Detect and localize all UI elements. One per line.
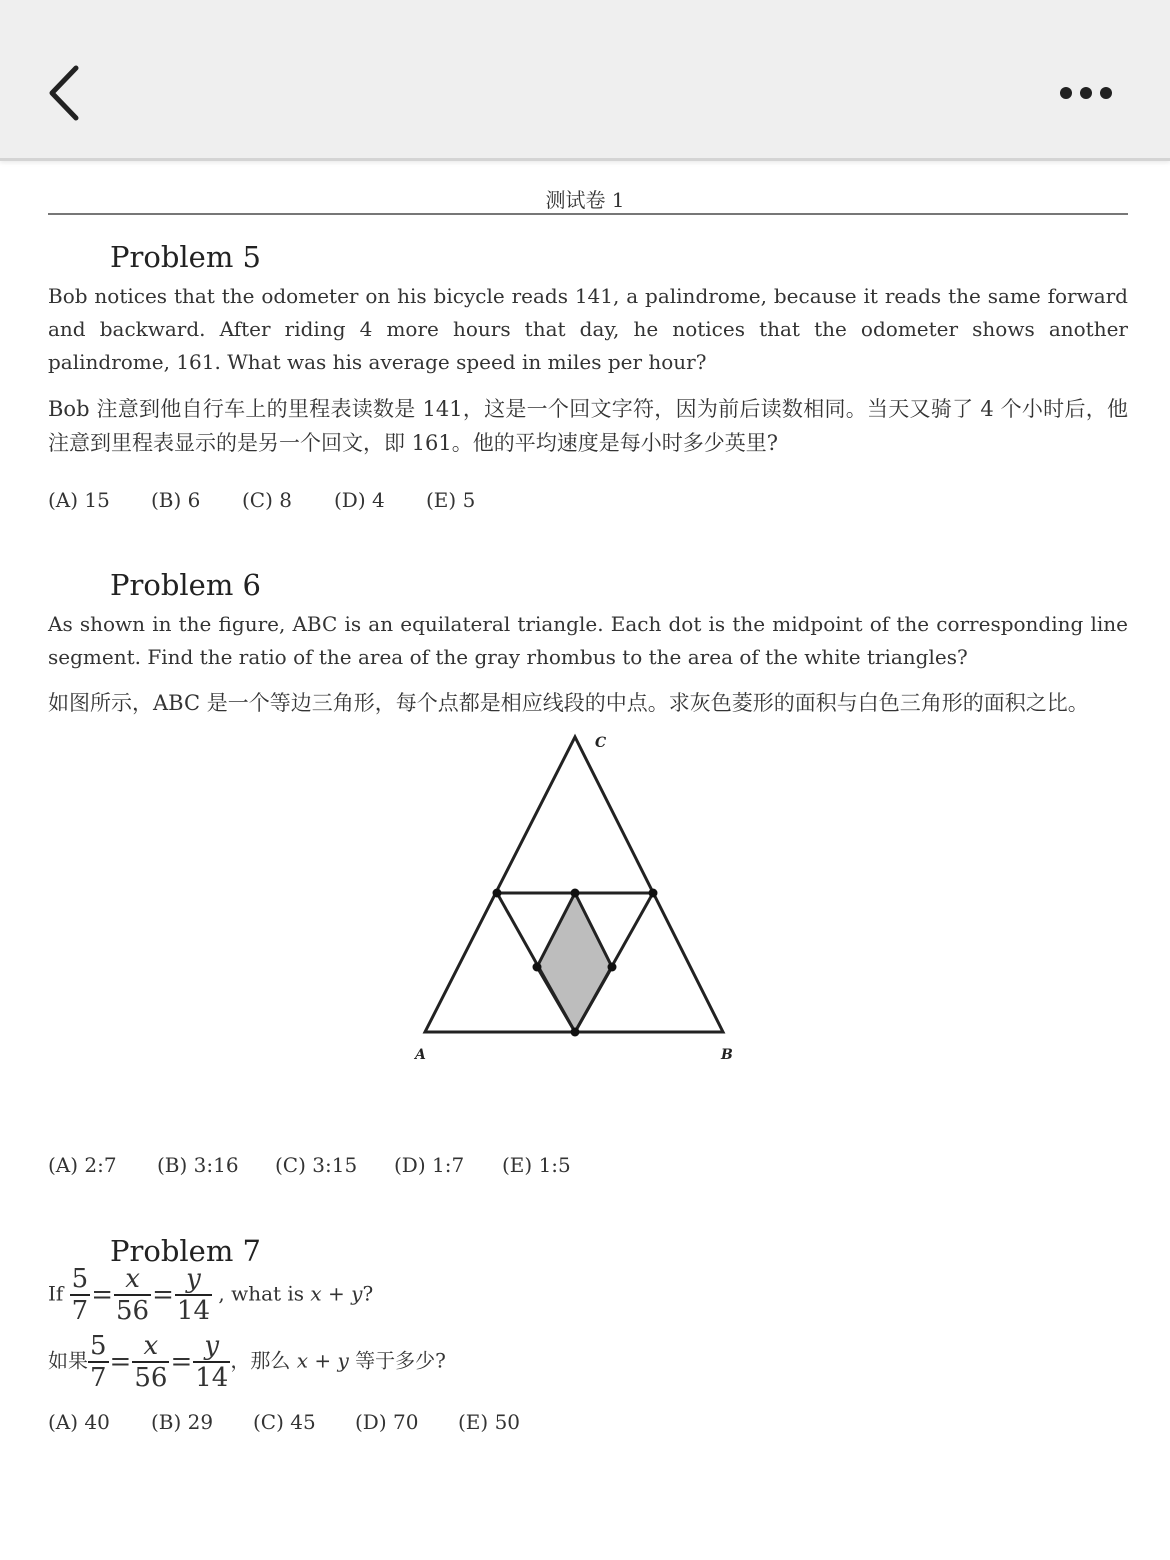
triangle-figure: [405, 725, 745, 1075]
choice-c[interactable]: (C) 3:15: [275, 1153, 358, 1177]
expr-x-plus-y: x + y: [296, 1348, 349, 1373]
problem-5-title: Problem 5: [110, 240, 262, 274]
chevron-left-icon: [40, 58, 100, 128]
problem-7-choices: [48, 1410, 520, 1434]
choice-a[interactable]: (A) 40: [48, 1410, 110, 1434]
choice-e[interactable]: (E) 5: [426, 488, 476, 512]
choice-d[interactable]: (D) 4: [334, 488, 385, 512]
choice-e[interactable]: (E) 1:5: [502, 1153, 571, 1177]
choice-d[interactable]: (D) 70: [355, 1410, 419, 1434]
choice-c[interactable]: (C) 8: [242, 488, 292, 512]
document-title: 测试卷 1: [545, 188, 625, 212]
back-button[interactable]: [40, 58, 100, 128]
fraction-5-7: $\frac{5}{7}$: [90, 1331, 107, 1393]
problem-7-text-en: If $\frac{5}{7}$ = $\frac{x}{56}$ = $\frac{y}{14}$ , what is x + y?: [48, 1264, 374, 1326]
choice-c[interactable]: (C) 45: [253, 1410, 316, 1434]
choice-b[interactable]: (B) 3:16: [157, 1153, 239, 1177]
gray-rhombus: [537, 893, 612, 1032]
ellipsis-icon: [1052, 76, 1124, 110]
more-options-button[interactable]: [1052, 76, 1124, 110]
choice-a[interactable]: (A) 15: [48, 488, 110, 512]
label-b: B: [721, 1047, 733, 1063]
label-a: A: [415, 1047, 426, 1063]
problem-5-text-zh: Bob 注意到他自行车上的里程表读数是 141，这是一个回文字符，因为前后读数相同。当天又骑了 4 个小时后，他注意到里程表显示的是另一个回文，即 161。他的平均速度是每小时多少英里?: [48, 397, 1128, 455]
problem-5-text-en: Bob notices that the odometer on his bicycle reads 141, a palindrome, because it reads the same forward and backward. After riding 4 more hours that day, he notices that the odometer shows another palindrome, 161. What was his average speed in miles per hour?: [48, 284, 1128, 374]
fraction-x-56: $\frac{x}{56}$: [134, 1331, 168, 1393]
choice-d[interactable]: (D) 1:7: [394, 1153, 465, 1177]
choice-e[interactable]: (E) 50: [458, 1410, 521, 1434]
choice-b[interactable]: (B) 29: [151, 1410, 214, 1434]
fraction-5-7: $\frac{5}{7}$: [71, 1264, 89, 1326]
problem-6-text-zh: 如图所示，ABC 是一个等边三角形，每个点都是相应线段的中点。求灰色菱形的面积与白色三角形的面积之比。: [48, 691, 1089, 715]
label-c: C: [595, 735, 607, 751]
header-divider: [48, 213, 1128, 215]
text-if: If: [48, 1281, 64, 1306]
text-ruguo: 如果: [48, 1348, 88, 1373]
problem-7-text-zh: 如果 $\frac{5}{7}$ = $\frac{x}{56}$ = $\frac{y}{14}$ ，那么 x + y 等于多少?: [48, 1331, 446, 1393]
top-nav-bar: [0, 0, 1170, 161]
fraction-y-14: $\frac{y}{14}$: [176, 1264, 210, 1326]
problem-5-choices: [48, 488, 475, 512]
text-name: ，那么: [230, 1348, 291, 1373]
choice-a[interactable]: (A) 2:7: [48, 1153, 117, 1177]
text-what-is: , what is: [218, 1281, 305, 1306]
problem-7-title: Problem 7: [110, 1234, 262, 1268]
problem-6-title: Problem 6: [110, 568, 262, 602]
problem-6-text-en: As shown in the figure, ABC is an equilateral triangle. Each dot is the midpoint of the corresponding line segment. Find the ratio of the area of the gray rhombus to the area of the white triangles?: [48, 612, 1128, 669]
choice-b[interactable]: (B) 6: [151, 488, 201, 512]
expr-x-plus-y: x + y: [310, 1281, 363, 1306]
fraction-x-56: $\frac{x}{56}$: [116, 1264, 150, 1326]
problem-6-choices: [48, 1153, 571, 1177]
fraction-y-14: $\frac{y}{14}$: [195, 1331, 229, 1393]
text-question: 等于多少?: [355, 1348, 446, 1373]
